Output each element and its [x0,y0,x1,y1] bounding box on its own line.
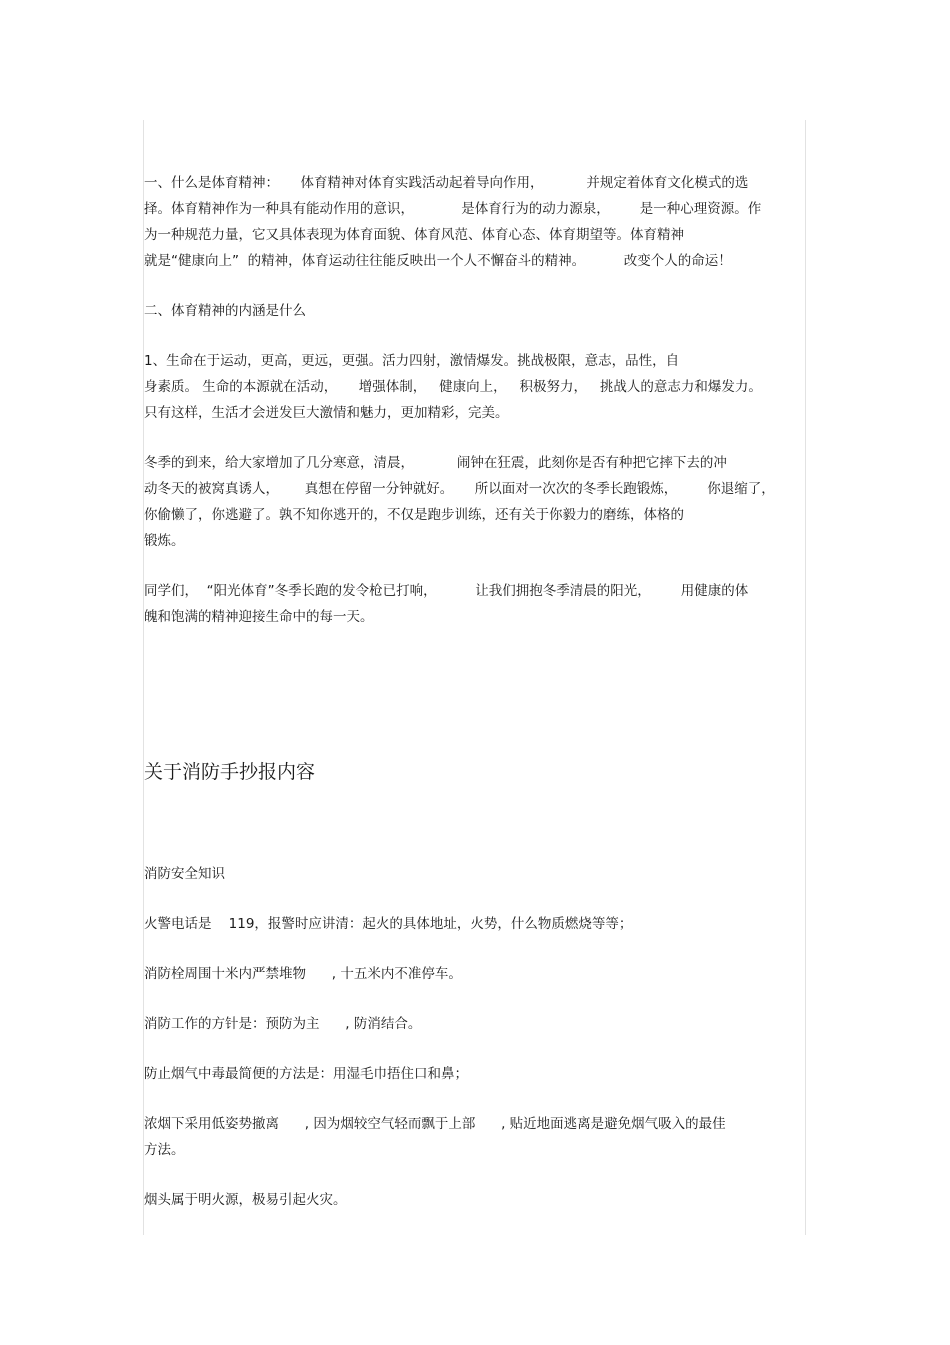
spacer [144,1037,804,1061]
spacer [144,426,804,450]
spacer [144,630,804,757]
fire-safety-item: 烟头属于明火源，极易引起火灾。 [144,1192,347,1208]
document-body [144,170,804,1213]
fire-safety-item: 防止烟气中毒最简便的方法是：用湿毛巾捂住口和鼻； [144,1066,468,1082]
spacer [144,787,804,861]
text-line: 就是“健康向上” 的精神，体育运动往往能反映出一个人不懈奋斗的精神。 改变个人的命运！ [144,253,732,269]
text-line: 浓烟下采用低姿势撤离 , 因为烟较空气轻而飘于上部 , 贴近地面逃离是避免烟气吸入的最佳 [144,1116,726,1132]
spacer [144,274,804,298]
spacer [144,937,804,961]
page-right-border [805,120,806,1235]
fire-safety-item [144,1111,804,1163]
text-line: 一、什么是体育精神： 体育精神对体育实践活动起着导向作用， 并规定着体育文化模式的选 [144,175,749,191]
paragraph-winter-running [144,450,804,554]
text-line: 择。体育精神作为一种具有能动作用的意识， 是体育行为的动力源泉， 是一种心理资源。作 [144,201,762,217]
text-line: 为一种规范力量，它又具体表现为体育面貌、体育风范、体育心态、体育期望等。体育精神 [144,227,684,243]
spacer [144,1087,804,1111]
fire-safety-item: 火警电话是 119，报警时应讲清：起火的具体地址，火势，什么物质燃烧等等； [144,916,633,932]
text-line: 动冬天的被窝真诱人， 真想在停留一分钟就好。 所以面对一次次的冬季长跑锻炼， 你退缩了， [144,481,775,497]
text-line: 魄和饱满的精神迎接生命中的每一天。 [144,609,374,625]
text-line: 冬季的到来，给大家增加了几分寒意，清晨， 闹钟在狂震，此刻你是否有种把它摔下去的冲 [144,455,727,471]
text-line: 锻炼。 [144,533,185,549]
section-heading: 二、体育精神的内涵是什么 [144,303,306,319]
text-line: 同学们， “阳光体育”冬季长跑的发令枪已打响， 让我们拥抱冬季清晨的阳光， 用健康的体 [144,583,749,599]
text-line: 方法。 [144,1142,185,1158]
section-subtitle: 消防安全知识 [144,866,225,882]
spacer [144,324,804,348]
paragraph-life-in-motion [144,348,804,426]
text-line: 身素质。 生命的本源就在活动， 增强体制， 健康向上， 积极努力， 挑战人的意志力和爆发力。 [144,379,762,395]
text-line: 只有这样，生活才会迸发巨大激情和魅力，更加精彩，完美。 [144,405,509,421]
text-line: 1、生命在于运动，更高，更远，更强。活力四射，激情爆发。挑战极限，意志，品性，自 [144,353,680,369]
spacer [144,887,804,911]
page-title: 关于消防手抄报内容 [144,761,316,783]
spacer [144,554,804,578]
spacer [144,987,804,1011]
text-line: 你偷懒了，你逃避了。孰不知你逃开的，不仅是跑步训练，还有关于你毅力的磨练，体格的 [144,507,684,523]
fire-safety-item: 消防栓周围十米内严禁堆物 , 十五米内不准停车。 [144,966,462,982]
fire-safety-item: 消防工作的方针是：预防为主 , 防消结合。 [144,1016,422,1032]
spacer [144,1163,804,1187]
paragraph-sports-spirit-definition [144,170,804,274]
paragraph-sunshine-sports [144,578,804,630]
